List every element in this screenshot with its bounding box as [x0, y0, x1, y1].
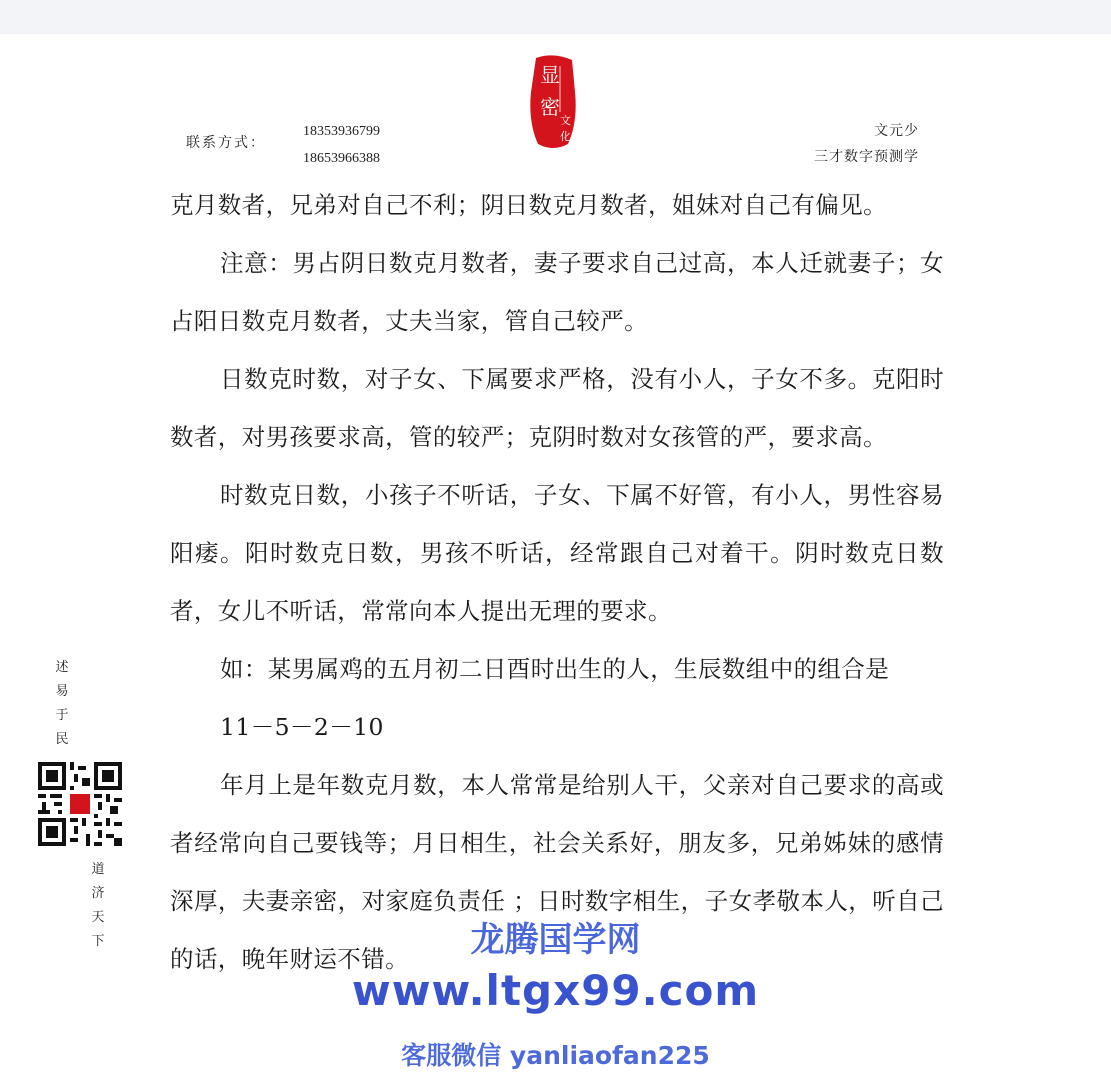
- motto-char: 济: [91, 886, 105, 901]
- watermark-contact: 客服微信 yanliaofan225: [401, 1041, 710, 1070]
- viewer-top-bar: [0, 0, 1111, 34]
- paragraph: 如：某男属鸡的五月初二日酉时出生的人，生辰数组中的组合是: [220, 655, 890, 683]
- motto-char: 述: [55, 660, 69, 675]
- watermark-site-name: 龙腾国学网: [470, 920, 641, 960]
- brand-block: [814, 118, 919, 170]
- motto-char: 下: [91, 934, 105, 949]
- contact-label: 联系方式：: [186, 135, 266, 151]
- svg-text:密: 密: [540, 95, 560, 119]
- svg-text:文: 文: [560, 114, 571, 127]
- motto-char: 道: [91, 862, 105, 877]
- paragraph: 克月数者，兄弟对自己不利；阴日数克月数者，姐妹对自己有偏见。: [170, 191, 887, 219]
- motto-char: 民: [55, 732, 69, 747]
- paragraph: 注意：男占阴日数克月数者，妻子要求自己过高，本人迁就妻子；女占阳日数克月数者，丈夫当家，管自己较严。: [170, 249, 944, 335]
- paragraph: 日数克时数，对子女、下属要求严格，没有小人，子女不多。克阳时数者，对男孩要求高，管的较严；克阴时数对女孩管的严，要求高。: [170, 365, 944, 451]
- phone-number-2: 18653966388: [303, 151, 380, 166]
- paragraph: 年月上是年数克月数，本人常常是给别人干，父亲对自己要求的高或者经常向自己要钱等；月日相生，社会关系好，朋友多，兄弟姊妹的感情深厚，夫妻亲密，对家庭负责任 ；日时数字相生，子女孝敬本人，听自己的话，晚年财运不错。: [170, 771, 944, 973]
- document-body: [170, 176, 944, 988]
- motto-char: 易: [55, 684, 69, 699]
- phone-numbers: [303, 118, 380, 172]
- author-name: 文元少: [874, 123, 919, 139]
- phone-number-1: 18353936799: [303, 124, 380, 139]
- svg-text:化: 化: [560, 130, 571, 143]
- seal-logo-icon: [528, 52, 578, 152]
- number-combination: 11－5－2－10: [220, 713, 384, 741]
- watermark-url: www.ltgx99.com: [351, 966, 760, 1015]
- qr-code-icon: [38, 762, 122, 846]
- paragraph: 时数克日数，小孩子不听话，子女、下属不好管，有小人，男性容易阳痿。阳时数克日数，男孩不听话，经常跟自己对着干。阴时数克日数者，女儿不听话，常常向本人提出无理的要求。: [170, 481, 944, 625]
- book-subject: 三才数字预测学: [814, 149, 919, 165]
- motto-top: [54, 656, 70, 752]
- motto-char: 于: [55, 708, 69, 723]
- svg-text:显: 显: [540, 63, 560, 87]
- motto-char: 天: [91, 910, 105, 925]
